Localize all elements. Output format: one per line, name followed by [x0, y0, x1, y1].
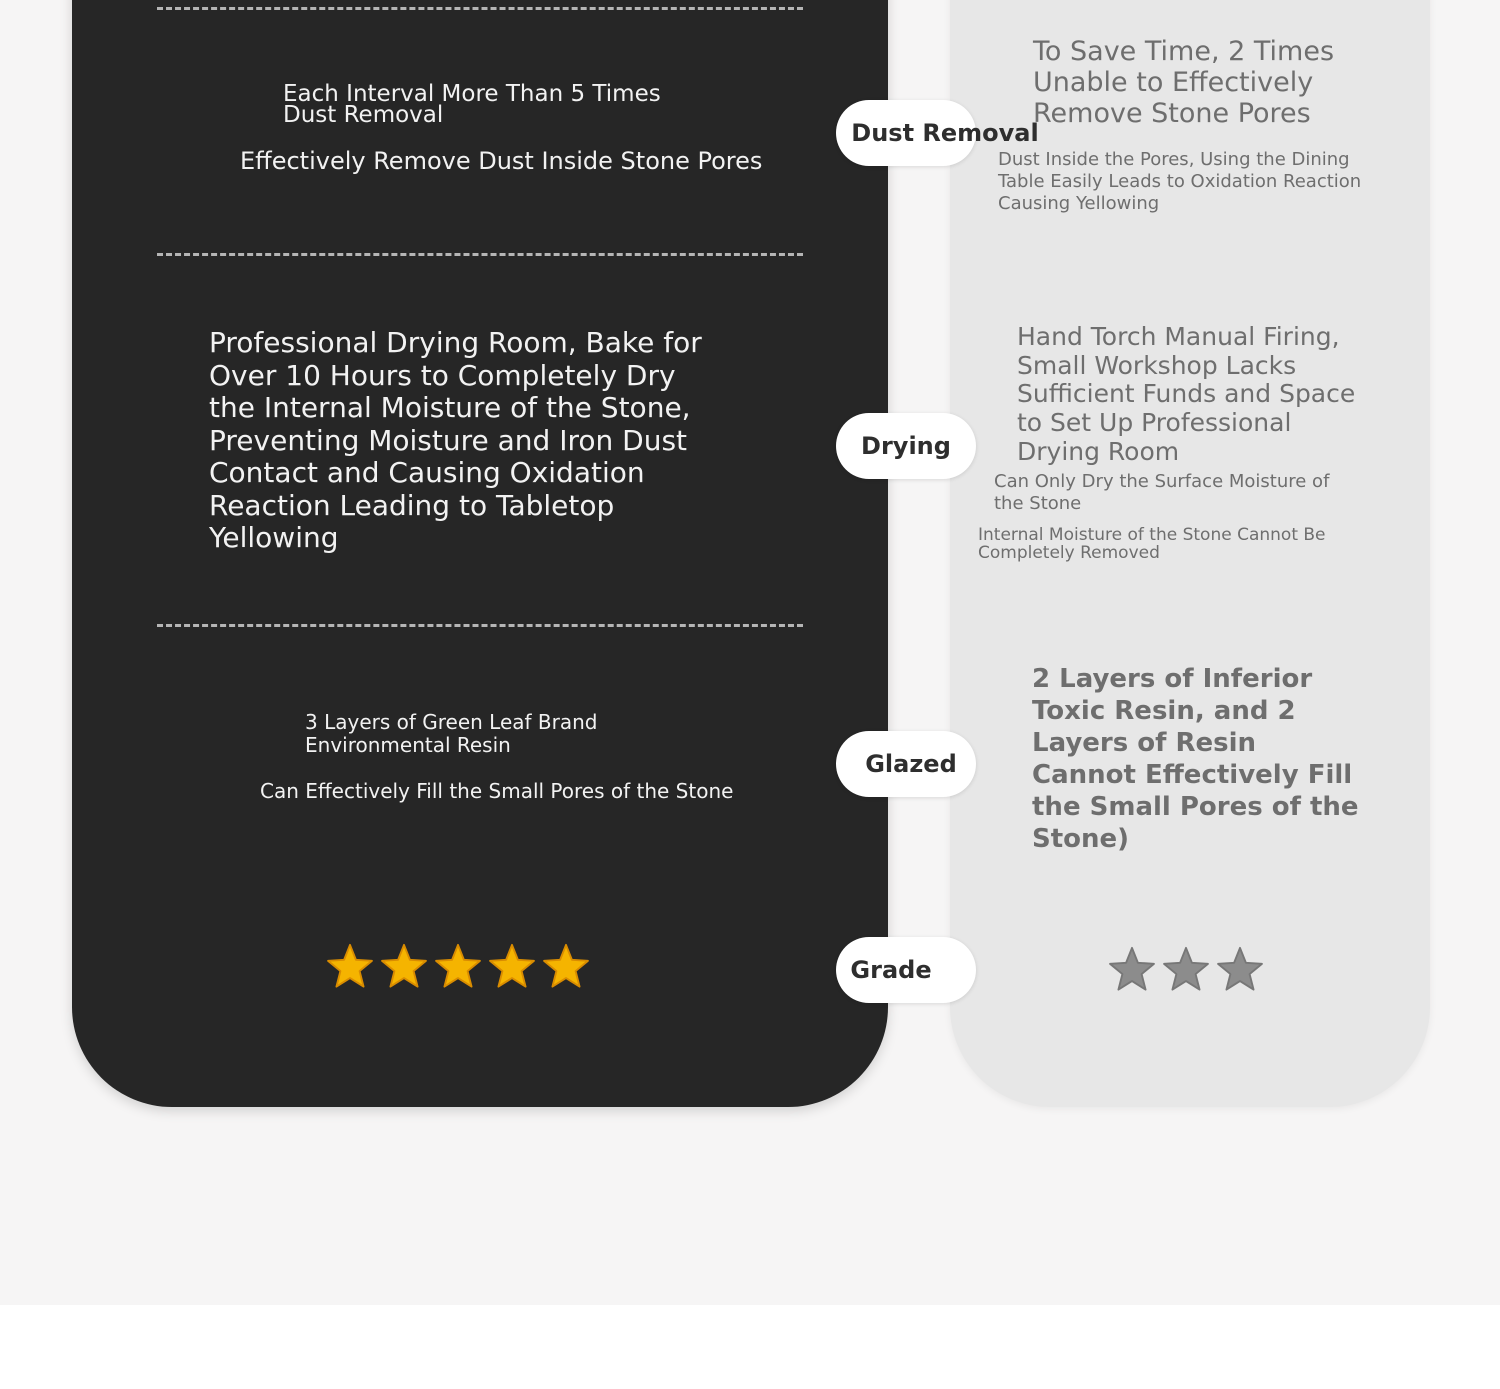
other-drying-title: Hand Torch Manual Firing, Small Workshop Lacks Sufficient Funds and Space to Set Up Professional Drying Room: [1017, 322, 1356, 466]
our-glazed-title: 3 Layers of Green Leaf Brand Environmental Resin: [305, 710, 598, 757]
label-drying-text: Drying: [861, 432, 951, 460]
other-glazed-text: 2 Layers of Inferior Toxic Resin, and 2 Layers of Resin Cannot Effectively Fill the Small Pores of the Stone): [1032, 664, 1359, 854]
star-icon: [326, 943, 374, 991]
star-icon: [1216, 946, 1264, 994]
our-dust-detail: Effectively Remove Dust Inside Stone Pores: [240, 147, 763, 175]
star-icon: [380, 943, 428, 991]
our-dust-title: Each Interval More Than 5 Times Dust Removal: [283, 81, 661, 128]
our-grade-stars: [326, 943, 590, 991]
star-icon: [488, 943, 536, 991]
our-drying-text: Professional Drying Room, Bake for Over 10 Hours to Completely Dry the Internal Moisture of the Stone, Preventing Moisture and Iron Dust Contact and Causing Oxidation Reaction Leading to Tabletop Yellowing: [209, 326, 702, 554]
other-drying-detail-2: Internal Moisture of the Stone Cannot Be Completely Removed: [978, 525, 1326, 563]
divider-1: [157, 253, 803, 256]
star-icon: [1162, 946, 1210, 994]
label-drying: [836, 413, 976, 479]
other-grade-stars: [1108, 946, 1264, 994]
star-icon: [434, 943, 482, 991]
label-glazed: [836, 731, 976, 797]
divider-top: [157, 7, 803, 10]
label-glazed-text: Glazed: [865, 750, 957, 778]
label-grade-text: Grade: [850, 956, 932, 984]
label-grade: [836, 937, 976, 1003]
star-icon: [1108, 946, 1156, 994]
other-drying-detail-1: Can Only Dry the Surface Moisture of the Stone: [994, 471, 1330, 514]
our-glazed-detail: Can Effectively Fill the Small Pores of the Stone: [260, 779, 734, 803]
label-dust-removal: [836, 100, 1039, 166]
other-dust-title: To Save Time, 2 Times Unable to Effectively Remove Stone Pores: [1033, 36, 1335, 129]
divider-2: [157, 624, 803, 627]
star-icon: [542, 943, 590, 991]
label-dust-removal-text: Dust Removal: [851, 119, 1039, 147]
other-dust-detail: Dust Inside the Pores, Using the Dining Table Easily Leads to Oxidation Reaction Causing Yellowing: [998, 149, 1362, 214]
